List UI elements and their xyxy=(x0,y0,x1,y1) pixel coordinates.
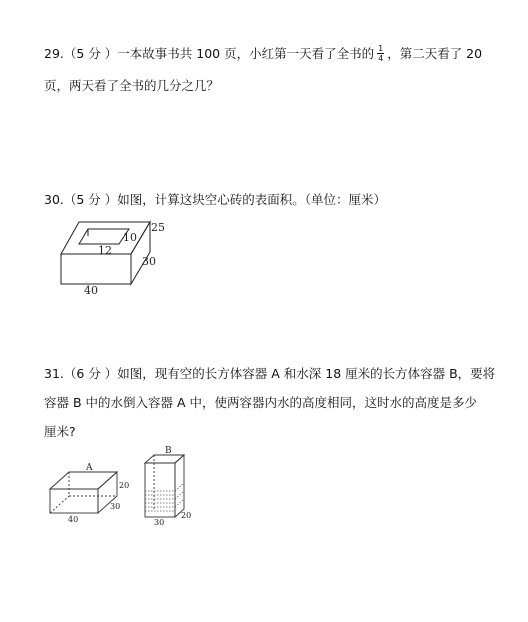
question-30-text: 30.（5 分 ）如图，计算这块空心砖的表面积。（单位：厘米） xyxy=(44,192,387,207)
question-29-line-2: 页，两天看了全书的几分之几？ xyxy=(44,78,220,93)
brick-front-face xyxy=(61,254,131,284)
brick-top-face xyxy=(61,222,150,254)
container-a-depth: 30 xyxy=(110,502,121,511)
container-b-top xyxy=(145,455,184,463)
container-b-width: 30 xyxy=(154,518,165,527)
container-a-side xyxy=(98,472,117,513)
brick-label-10: 10 xyxy=(123,231,137,244)
fraction-denominator: 4 xyxy=(378,54,384,63)
brick-right-face xyxy=(131,222,150,284)
question-31-line-1: 31.（6 分 ）如图，现有空的长方体容器 A 和水深 18 厘米的长方体容器 B，要将 xyxy=(44,366,496,381)
brick-label-12: 12 xyxy=(98,244,112,257)
container-a-top xyxy=(50,472,117,489)
q29-text-start: 29.（5 分 ）一本故事书共 100 页，小红第一天看了全书的 xyxy=(44,46,375,61)
container-b-depth: 20 xyxy=(181,511,192,520)
container-a-hidden-edge xyxy=(50,496,69,513)
fraction-numerator: 1 xyxy=(378,44,384,53)
fraction-one-quarter xyxy=(377,44,384,63)
container-a-width: 40 xyxy=(68,515,79,524)
container-b-water xyxy=(145,483,184,511)
brick-label-25: 25 xyxy=(151,221,165,234)
container-a-height: 20 xyxy=(119,481,130,490)
container-b-front xyxy=(145,463,175,517)
brick-hole xyxy=(79,229,129,244)
container-a-front xyxy=(50,489,98,513)
container-b-label: B xyxy=(165,446,172,456)
brick-label-40: 40 xyxy=(84,284,98,297)
container-b-side xyxy=(175,455,184,517)
brick-label-30: 30 xyxy=(142,255,156,268)
question-31-line-2: 容器 B 中的水倒入容器 A 中，使两容器内水的高度相同，这时水的高度是多少 xyxy=(44,395,478,410)
question-31-line-3: 厘米? xyxy=(44,424,76,439)
question-29-line-1 xyxy=(44,44,482,64)
container-a-label: A xyxy=(86,463,93,473)
q29-text-end: ，第二天看了 20 xyxy=(387,46,483,61)
